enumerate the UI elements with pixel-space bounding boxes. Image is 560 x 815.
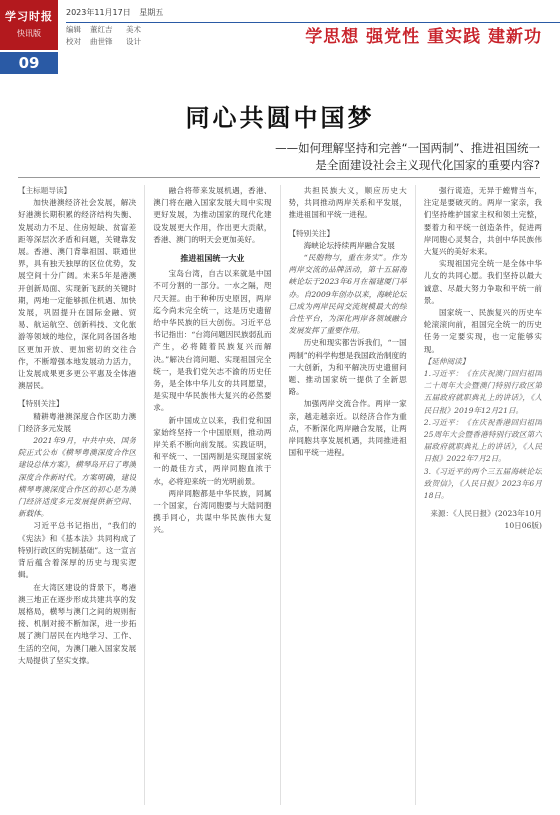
- section-heading: 推进祖国统一大业: [180, 253, 245, 264]
- feature-label: 【特别关注】: [18, 399, 64, 409]
- feature-label: 【特别关注】: [288, 228, 335, 238]
- paragraph: 国家统一、民族复兴的历史车轮滚滚向前，祖国完全统一的历史任务一定要实现，也一定能够实现。: [423, 308, 542, 354]
- paragraph: 新中国成立以来，我们党和国家始终坚持一个中国原则，推动两岸关系不断向前发展。实践证明，和平统一、一国两制是实现国家统一的最佳方式，两岸同胞血浓于水，必将迎来统一的光明前景。: [153, 415, 272, 486]
- paragraph: 共担民族大义，顺应历史大势，共同推动两岸关系和平发展，推进祖国和平统一进程。: [288, 186, 407, 220]
- paragraph: 加强两岸交流合作。两岸一家亲，越走越亲近。以经济合作为重点，不断深化两岸融合发展，让两岸同胞共享发展机遇，共同推进祖国和平统一进程。: [288, 399, 407, 458]
- paragraph: 两岸同胞都是中华民族，同属一个国家，台湾同胞要与大陆同胞携手同心，共谋中华民族伟大复兴。: [153, 488, 272, 535]
- editor-name: 董红吉: [90, 25, 113, 34]
- slogan: 学思想 强党性 重实践 建新功: [305, 27, 542, 47]
- subtitle-line-2: 是全面建设社会主义现代化国家的重要内容?: [315, 158, 540, 172]
- issue-weekday: 星期五: [139, 8, 164, 17]
- editor-credits: [66, 24, 150, 48]
- paragraph: 历史和现实都告诉我们，“一国两制”的科学构想是我国政治制度的一大创新，为和平解决历史遗留问题、推动国家统一提供了全新思路。: [288, 338, 407, 397]
- reference-item: 【延伸阅读】: [423, 356, 470, 366]
- editor-note: 【主标题导读】: [18, 186, 72, 195]
- column-3: [289, 185, 407, 805]
- paragraph: 宝岛台湾，自古以来就是中国不可分割的一部分。一水之隔，咫尺天涯。由于种种历史原因，两岸迄今尚未完全统一，这是历史遗留给中华民族的巨大创伤。习近平总书记指出：“台湾问题因民族弱乱而产生，必将随着民族复兴而解决。”解决台湾问题、实现祖国完全统一，是我们党矢志不渝的历史任务，是全体中华儿女的共同愿望，是实现中华民族伟大复兴的必然要求。: [153, 269, 272, 413]
- date-line: [66, 7, 169, 18]
- paragraph: 精耕粤港澳深度合作区助力澳门经济多元发展: [18, 411, 137, 433]
- editor-label: 校对: [66, 37, 81, 46]
- column-1: [18, 185, 136, 805]
- reference-item: 1.习近平：《在庆祝澳门回归祖国二十周年大会暨澳门特别行政区第五届政府就职典礼上的讲话》，《人民日报》2019年12月21日。: [423, 369, 542, 415]
- reference-item: 3.《习近平的两个三五届海峡论坛致贺信》，《人民日报》2023年6月18日。: [423, 466, 542, 501]
- column-divider: [280, 185, 281, 805]
- issue-date: 2023年11月17日: [66, 8, 131, 17]
- logo-title: 学习时报: [5, 10, 53, 23]
- column-divider: [144, 185, 145, 805]
- newspaper-logo: [0, 0, 58, 50]
- paragraph: 在大湾区建设的背景下，粤港澳三地正在逐步形成共建共享的发展格局，横琴与澳门之间的规则衔接、机制对接不断加深，进一步拓展了澳门居民在内地学习、工作、生活的空间，为澳门融入国家发展大局提供了坚实支撑。: [18, 582, 137, 665]
- article-body: [18, 185, 542, 805]
- paragraph: 融合将带来发展机遇，香港、澳门将在融入国家发展大局中实现更好发展，为推动国家的现代化建设发展更大作用，作出更大贡献，香港、澳门的明天会更加美好。: [153, 186, 272, 244]
- sidebar-text: “民胞物与，重在务实”。作为两岸交流的品牌活动，第十五届海峡论坛于2023年6月在福建厦门举办。自2009年创办以来，海峡论坛已成为两岸民间交流规模最大的综合性平台，为深化两岸各领域融合发展发挥了重要作用。: [288, 253, 407, 336]
- paragraph: 加快港澳经济社会发展，解决好港澳长期积累的经济结构失衡、发展动力不足、住房短缺、贫富差距等深层次矛盾和问题，关键靠发展。香港、澳门背靠祖国、联通世界，具有独天独厚的区位优势，发展空间十分广阔。未来5年是港澳开创新局面、实现新飞跃的关键时期，两地一定能够抓住机遇、加快发展，巩固提升在国际金融、贸易、航运航空、创新科技、文化旅游等领域的地位，深化同各国各地区更加开放、更加密切的交往合作，不断增强本地发展动力活力，让发展成果更多更公平惠及全体港澳居民。: [18, 198, 137, 391]
- page-number: 09: [0, 52, 58, 74]
- editor-label: 编辑: [66, 25, 81, 34]
- editor-name: 曲世锋: [90, 37, 113, 46]
- editor-label: 美术: [126, 25, 141, 34]
- logo-subtitle: 快讯版: [17, 29, 41, 38]
- reference-item: 2.习近平：《在庆祝香港回归祖国25周年大会暨香港特别行政区第六届政府就职典礼上的讲话》，《人民日报》2022年7月2日。: [423, 417, 542, 464]
- paragraph: 海峡论坛持续两岸融合发展: [303, 240, 395, 250]
- article-subtitle: [70, 140, 540, 174]
- column-divider: [415, 185, 416, 805]
- paragraph: 实现祖国完全统一是全体中华儿女的共同心愿。我们坚持以最大诚意、尽最大努力争取和平统一前景。: [423, 259, 542, 305]
- sidebar-text: 2021年9月，中共中央、国务院正式公布《横琴粤澳深度合作区建设总体方案》，横琴岛开启了粤澳深度合作新时代。方案明确，建设横琴粤澳深度合作区的初心是为澳门经济适度多元发展提供新空间、新载体。: [18, 436, 137, 519]
- masthead: [0, 0, 560, 78]
- column-2: [153, 185, 271, 805]
- article-title: 同心共圆中国梦: [185, 103, 375, 132]
- column-4: [424, 185, 542, 805]
- paragraph: 习近平总书记指出，“我们的《宪法》和《基本法》共同构成了特别行政区的宪制基础”。这一宣言背后蕴含着深厚的历史与现实逻辑。: [18, 521, 137, 580]
- editor-label: 设计: [126, 37, 141, 46]
- source-credit: 来源：《人民日报》(2023年10月10日06版): [430, 509, 542, 531]
- subtitle-line-1: ——如何理解坚持和完善“一国两制”、推进祖国统一: [275, 141, 540, 155]
- paragraph: 强行谎造，无异于螳臂当车，注定是要破灭的。两岸一家亲，我们坚持维护国家主权和领土完整，要着力和平统一创造条件，促进两岸同胞心灵契合，共创中华民族伟大复兴的美好未来。: [423, 186, 542, 257]
- title-divider: [18, 177, 540, 178]
